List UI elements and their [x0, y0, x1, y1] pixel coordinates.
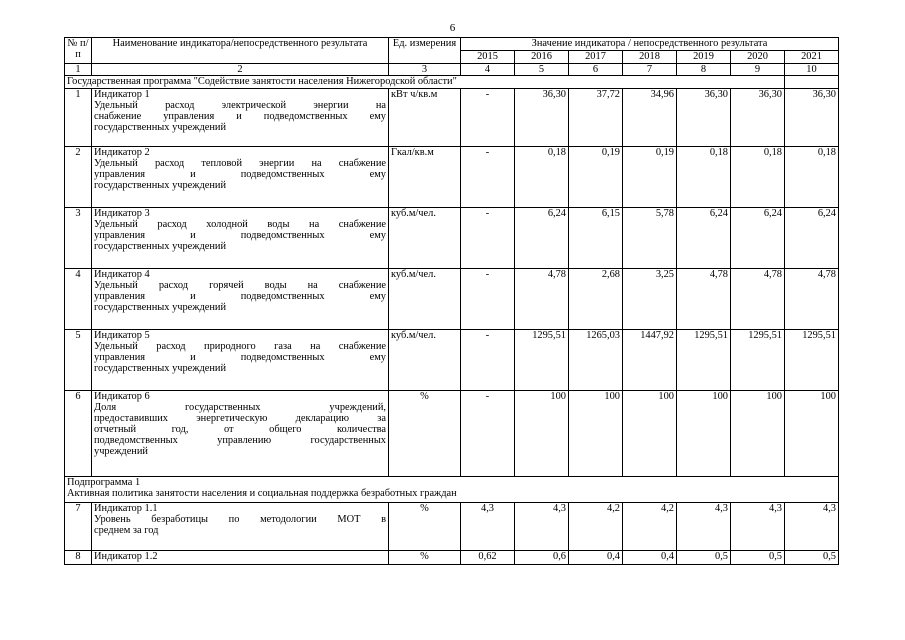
indicator-title: Индикатор 6 [94, 391, 150, 402]
indicator-description-line: учреждений [94, 446, 148, 457]
value-cell: 0,19 [623, 147, 677, 208]
column-number: 8 [677, 64, 731, 76]
value-cell: 4,78 [677, 269, 731, 330]
indicator-title: Индикатор 5 [94, 330, 150, 341]
value-cell: 1265,03 [569, 330, 623, 391]
indicator-description-line: управления и подведомственных ему [94, 291, 386, 302]
year-header: 2015 [461, 51, 515, 64]
indicator-description-line: управления и подведомственных ему [94, 352, 386, 363]
column-number: 9 [731, 64, 785, 76]
column-number: 4 [461, 64, 515, 76]
indicator-name-cell [92, 551, 389, 565]
indicator-description-line: предоставивших энергетическую декларацию за [94, 413, 386, 424]
value-cell: 37,72 [569, 89, 623, 147]
year-header: 2019 [677, 51, 731, 64]
value-cell: 36,30 [731, 89, 785, 147]
column-number: 6 [569, 64, 623, 76]
value-cell: 0,4 [569, 551, 623, 565]
value-cell: 0,5 [785, 551, 839, 565]
value-cell: 0,18 [731, 147, 785, 208]
unit-cell: куб.м/чел. [389, 269, 461, 330]
row-number: 2 [65, 147, 92, 208]
row-number: 7 [65, 503, 92, 551]
indicator-title: Индикатор 4 [94, 269, 150, 280]
value-cell: 4,3 [785, 503, 839, 551]
indicator-title: Индикатор 1 [94, 89, 150, 100]
value-cell: 1447,92 [623, 330, 677, 391]
indicator-description-line: отчетный год, от общего количества [94, 424, 386, 435]
indicator-description-line: государственных учреждений [94, 241, 227, 252]
value-cell: - [461, 391, 515, 477]
table-row [65, 391, 839, 477]
header-name: Наименование индикатора/непосредственного результата [92, 38, 389, 64]
value-cell: 0,62 [461, 551, 515, 565]
value-cell: - [461, 330, 515, 391]
unit-cell: % [389, 503, 461, 551]
table-row [65, 551, 839, 565]
indicator-description-line: управления и подведомственных ему [94, 169, 386, 180]
value-cell: 6,24 [785, 208, 839, 269]
value-cell: 100 [623, 391, 677, 477]
value-cell: 4,3 [677, 503, 731, 551]
indicator-description-line: Уровень безработицы по методологии МОТ в [94, 514, 386, 525]
indicator-description-line: государственных учреждений [94, 180, 227, 191]
indicator-description-line: государственных учреждений [94, 122, 227, 133]
year-header: 2016 [515, 51, 569, 64]
indicator-name-cell [92, 330, 389, 391]
value-cell: 0,5 [677, 551, 731, 565]
value-cell: 0,18 [785, 147, 839, 208]
indicator-title: Индикатор 1.2 [94, 551, 158, 562]
value-cell: 100 [677, 391, 731, 477]
value-cell: 34,96 [623, 89, 677, 147]
column-number: 10 [785, 64, 839, 76]
unit-cell: куб.м/чел. [389, 208, 461, 269]
indicator-description-line: подведомственных управлению государственных [94, 435, 386, 446]
value-cell: 0,6 [515, 551, 569, 565]
value-cell: 4,78 [731, 269, 785, 330]
value-cell: 4,2 [623, 503, 677, 551]
subprogram-title: Активная политика занятости населения и социальная поддержка безработных граждан [67, 488, 457, 499]
indicator-name-cell [92, 147, 389, 208]
value-cell: 36,30 [677, 89, 731, 147]
value-cell: - [461, 208, 515, 269]
value-cell: 1295,51 [677, 330, 731, 391]
indicator-title: Индикатор 2 [94, 147, 150, 158]
indicator-description-line: Удельный расход холодной воды на снабжение [94, 219, 386, 230]
value-cell: 36,30 [785, 89, 839, 147]
table-row [65, 89, 839, 147]
subprogram-label: Подпрограмма 1 [67, 477, 141, 488]
value-cell: 3,25 [623, 269, 677, 330]
column-number: 7 [623, 64, 677, 76]
year-header: 2017 [569, 51, 623, 64]
unit-cell: кВт ч/кв.м [389, 89, 461, 147]
year-header: 2018 [623, 51, 677, 64]
unit-cell: % [389, 551, 461, 565]
row-number: 5 [65, 330, 92, 391]
value-cell: 1295,51 [515, 330, 569, 391]
indicator-description-line: снабжение управления и подведомственных ему [94, 111, 386, 122]
row-number: 6 [65, 391, 92, 477]
value-cell: - [461, 269, 515, 330]
column-number: 3 [389, 64, 461, 76]
indicator-name-cell [92, 208, 389, 269]
indicator-name-cell [92, 89, 389, 147]
indicators-table [64, 37, 839, 565]
indicator-description-line: государственных учреждений [94, 363, 227, 374]
indicator-description-line: Удельный расход природного газа на снабжение [94, 341, 386, 352]
indicator-description-line: Удельный расход горячей воды на снабжение [94, 280, 386, 291]
value-cell: 1295,51 [785, 330, 839, 391]
header-unit: Ед. измерения [389, 38, 461, 64]
indicator-description-line: Удельный расход тепловой энергии на снабжение [94, 158, 386, 169]
value-cell: 4,78 [785, 269, 839, 330]
value-cell: 0,19 [569, 147, 623, 208]
program-title: Государственная программа "Содействие занятости населения Нижегородской области" [65, 76, 785, 89]
row-number: 1 [65, 89, 92, 147]
indicator-description-line: управления и подведомственных ему [94, 230, 386, 241]
indicator-name-cell [92, 269, 389, 330]
year-header: 2020 [731, 51, 785, 64]
table-body [65, 38, 839, 565]
value-cell: 4,3 [731, 503, 785, 551]
value-cell: - [461, 89, 515, 147]
value-cell: 1295,51 [731, 330, 785, 391]
subprogram-cell [65, 477, 839, 503]
unit-cell: Гкал/кв.м [389, 147, 461, 208]
table-row [65, 147, 839, 208]
indicator-description-line: среднем за год [94, 525, 159, 536]
value-cell: 100 [785, 391, 839, 477]
value-cell: 0,4 [623, 551, 677, 565]
value-cell: 4,3 [515, 503, 569, 551]
value-cell: 6,24 [515, 208, 569, 269]
indicator-title: Индикатор 1.1 [94, 503, 158, 514]
value-cell: 4,78 [515, 269, 569, 330]
indicator-description-line: государственных учреждений [94, 302, 227, 313]
row-number: 4 [65, 269, 92, 330]
value-cell: 4,2 [569, 503, 623, 551]
value-cell: 2,68 [569, 269, 623, 330]
value-cell: 36,30 [515, 89, 569, 147]
subprogram-row [65, 477, 839, 503]
table-row [65, 208, 839, 269]
indicator-title: Индикатор 3 [94, 208, 150, 219]
table-row [65, 269, 839, 330]
header-num: № п/п [65, 38, 92, 64]
indicator-name-cell [92, 503, 389, 551]
column-number: 1 [65, 64, 92, 76]
value-cell: 0,5 [731, 551, 785, 565]
value-cell: 100 [569, 391, 623, 477]
table-row [65, 503, 839, 551]
value-cell: 6,15 [569, 208, 623, 269]
value-cell: 6,24 [731, 208, 785, 269]
year-header: 2021 [785, 51, 839, 64]
value-cell: - [461, 147, 515, 208]
page-number: 6 [449, 22, 456, 34]
row-number: 8 [65, 551, 92, 565]
value-cell: 0,18 [515, 147, 569, 208]
column-number: 5 [515, 64, 569, 76]
indicator-name-cell [92, 391, 389, 477]
value-cell: 5,78 [623, 208, 677, 269]
value-cell: 100 [731, 391, 785, 477]
row-number: 3 [65, 208, 92, 269]
value-cell: 0,18 [677, 147, 731, 208]
table-row [65, 330, 839, 391]
empty-cell [785, 76, 839, 89]
column-number: 2 [92, 64, 389, 76]
unit-cell: % [389, 391, 461, 477]
value-cell: 6,24 [677, 208, 731, 269]
header-values: Значение индикатора / непосредственного результата [461, 38, 839, 51]
unit-cell: куб.м/чел. [389, 330, 461, 391]
indicator-description-line: Доля государственных учреждений, [94, 402, 386, 413]
indicator-description-line: Удельный расход электрической энергии на [94, 100, 386, 111]
value-cell: 100 [515, 391, 569, 477]
value-cell: 4,3 [461, 503, 515, 551]
